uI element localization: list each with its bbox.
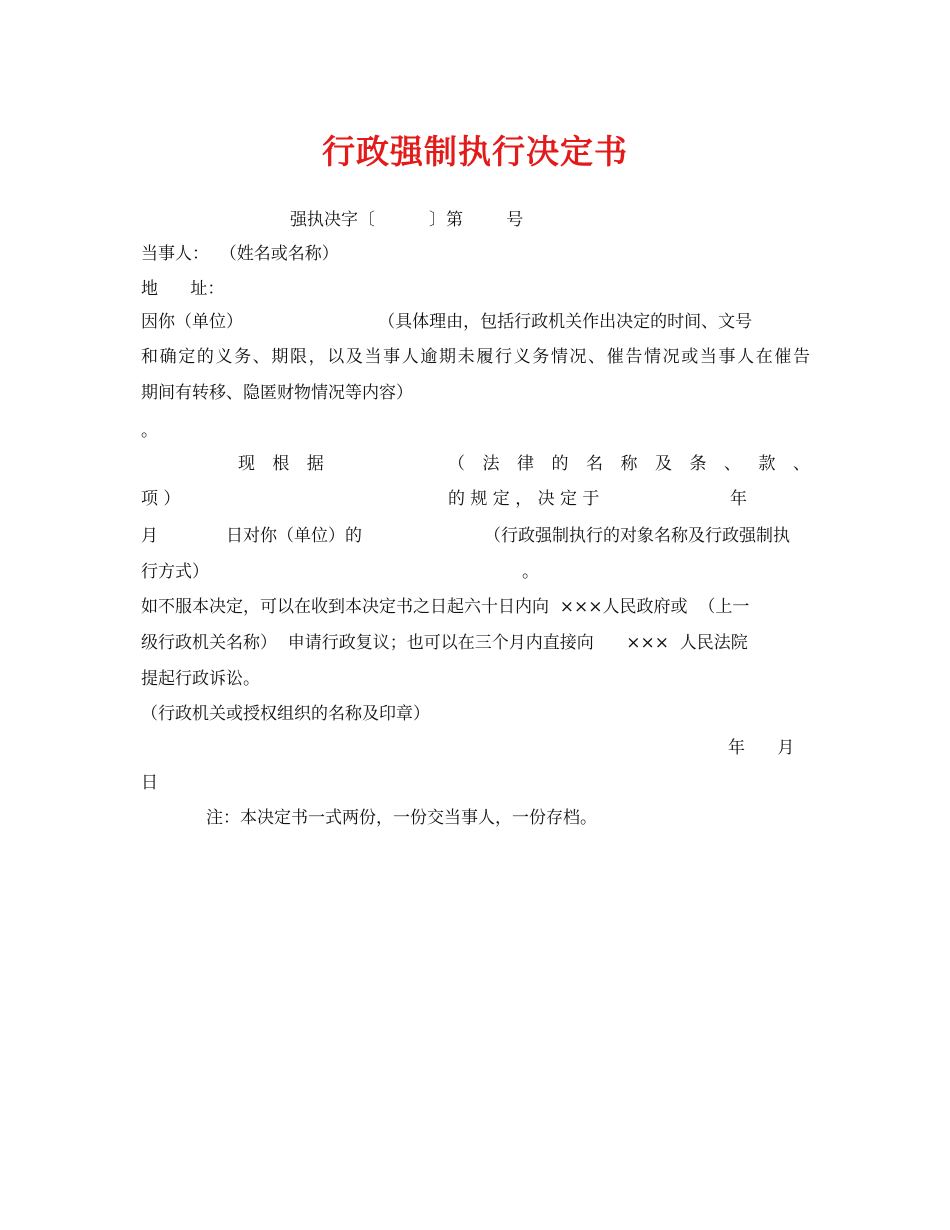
reason-line-2: 和确定的义务、期限，以及当事人逾期未履行义务情况、催告情况或当事人在催告: [141, 347, 810, 367]
basis-lead: 现 根 据: [238, 454, 330, 474]
basis-object: （行政强制执行的对象名称及行政强制执: [484, 526, 790, 546]
date-day: 日: [141, 773, 158, 793]
basis-decide: 的 规 定 ， 决 定 于: [448, 489, 600, 509]
remedy-line-3: 提起行政诉讼。: [141, 669, 260, 689]
date-year-month: 年 月: [728, 738, 795, 758]
document-note: 注：本决定书一式两份，一份交当事人，一份存档。: [206, 808, 597, 828]
basis-method: 行方式）: [141, 562, 209, 582]
document-title: 行政强制执行决定书: [322, 132, 628, 171]
issuing-authority: （行政机关或授权组织的名称及印章）: [141, 704, 430, 724]
basis-end-mark: 。: [522, 562, 539, 582]
basis-law-name: （ 法 律 的 名 称 及 条 、 款 、: [448, 454, 810, 474]
party-label: 当事人： （姓名或名称）: [141, 244, 339, 264]
remedy-line-2: 级行政机关名称） 申请行政复议；也可以在三个月内直接向 ××× 人民法院: [141, 633, 748, 653]
reason-end-mark: 。: [141, 421, 158, 441]
basis-item: 项 ）: [141, 489, 181, 509]
basis-month: 月: [141, 526, 158, 546]
basis-day-target: 日对你（单位）的: [226, 526, 362, 546]
basis-year: 年: [730, 489, 747, 509]
address-label: 地 址：: [141, 279, 225, 299]
document-number: 强执决字〔 〕第 号: [290, 210, 524, 230]
reason-line-3: 期间有转移、隐匿财物情况等内容）: [141, 383, 413, 403]
reason-line-1: 因你（单位） （具体理由，包括行政机关作出决定的时间、文号: [141, 312, 753, 332]
remedy-line-1: 如不服本决定，可以在收到本决定书之日起六十日内向 ×××人民政府或 （上一: [141, 597, 750, 617]
